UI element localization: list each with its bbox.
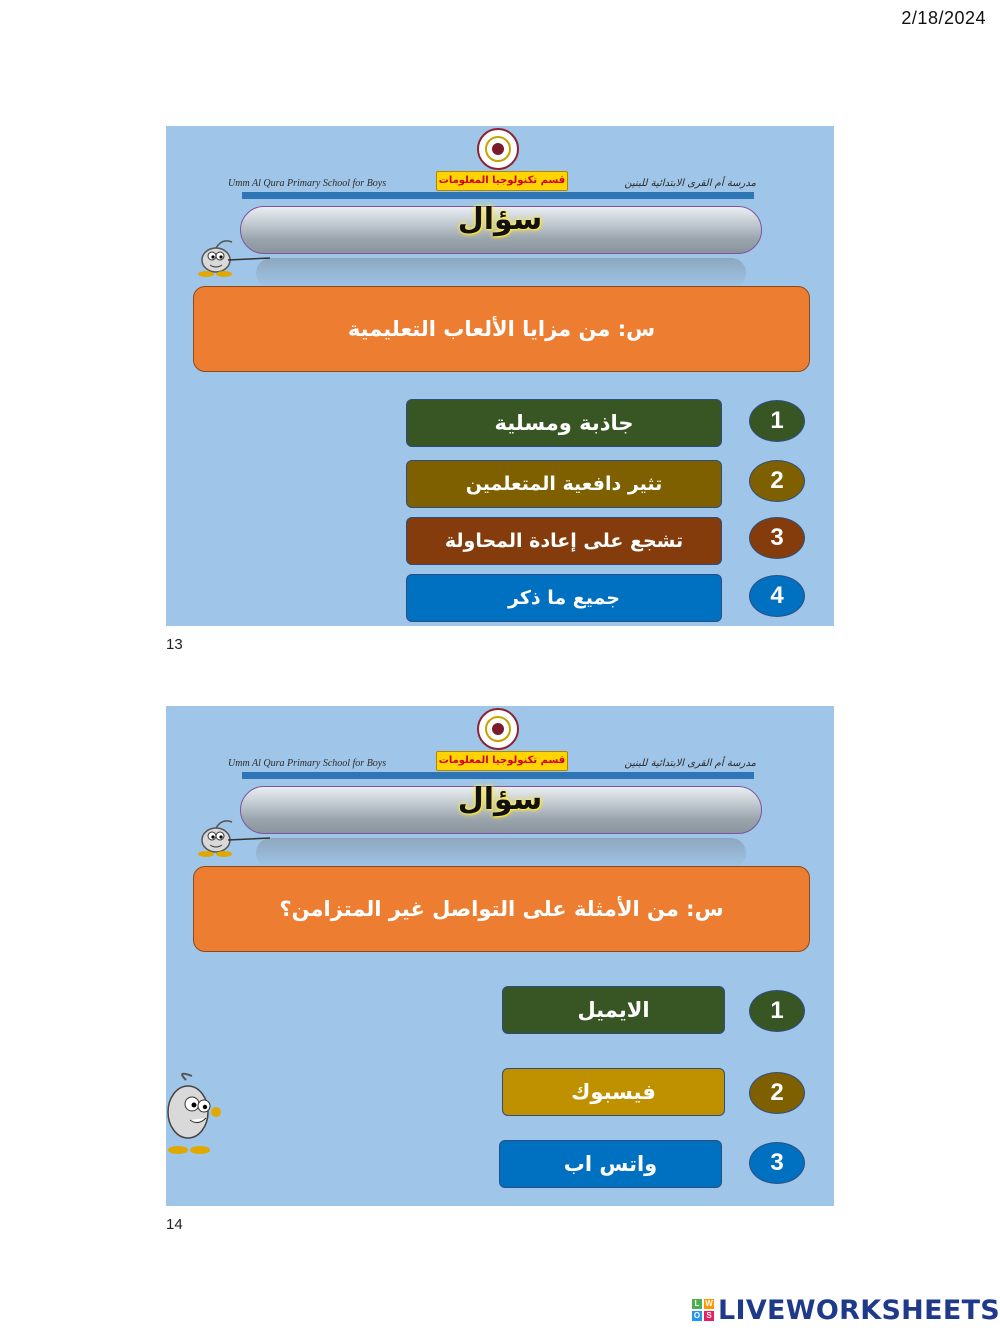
answer-number-2: 2 <box>749 460 805 502</box>
answer-option-3[interactable]: واتس اب <box>499 1140 722 1188</box>
school-name-en: Umm Al Qura Primary School for Boys <box>228 758 387 769</box>
answer-number-3: 3 <box>749 1142 805 1184</box>
school-name-en: Umm Al Qura Primary School for Boys <box>228 178 387 189</box>
slide-13 <box>166 126 834 626</box>
slide-number-13: 13 <box>166 636 183 653</box>
slide-number-14: 14 <box>166 1216 183 1233</box>
logo-tiles-icon: L W O S <box>693 1299 713 1320</box>
answer-number-1: 1 <box>749 400 805 442</box>
mouse-mascot-large-icon <box>166 1072 222 1158</box>
department-badge: قسم تكنولوجيا المعلومات <box>436 171 568 191</box>
banner-title: سؤال <box>457 202 543 237</box>
answer-number-2: 2 <box>749 1072 805 1114</box>
print-date: 2/18/2024 <box>901 8 986 28</box>
question-text: س: من الأمثلة على التواصل غير المتزامن؟ <box>193 866 810 952</box>
school-emblem-icon <box>477 128 519 170</box>
answer-option-1[interactable]: الايميل <box>502 986 725 1034</box>
answer-number-4: 4 <box>749 575 805 617</box>
header-divider <box>242 772 754 779</box>
slide-14 <box>166 706 834 1206</box>
answer-option-4[interactable]: جميع ما ذكر <box>406 574 722 622</box>
answer-option-2[interactable]: فيسبوك <box>502 1068 725 1116</box>
header-divider <box>242 192 754 199</box>
banner-title: سؤال <box>457 782 543 817</box>
department-badge: قسم تكنولوجيا المعلومات <box>436 751 568 771</box>
mouse-mascot-icon <box>192 816 272 860</box>
banner-reflection <box>256 838 746 868</box>
banner-reflection <box>256 258 746 288</box>
answer-number-1: 1 <box>749 990 805 1032</box>
logo-text: LIVEWORKSHEETS <box>718 1294 1000 1326</box>
school-name-ar: مدرسة أم القرى الابتدائية للبنين <box>624 178 756 189</box>
school-emblem-icon <box>477 708 519 750</box>
school-name-ar: مدرسة أم القرى الابتدائية للبنين <box>624 758 756 769</box>
answer-option-2[interactable]: تثير دافعية المتعلمين <box>406 460 722 508</box>
answer-option-1[interactable]: جاذبة ومسلية <box>406 399 722 447</box>
answer-option-3[interactable]: تشجع على إعادة المحاولة <box>406 517 722 565</box>
mouse-mascot-icon <box>192 236 272 280</box>
liveworksheets-logo[interactable] <box>692 1294 1000 1326</box>
question-text: س: من مزايا الألعاب التعليمية <box>193 286 810 372</box>
answer-number-3: 3 <box>749 517 805 559</box>
